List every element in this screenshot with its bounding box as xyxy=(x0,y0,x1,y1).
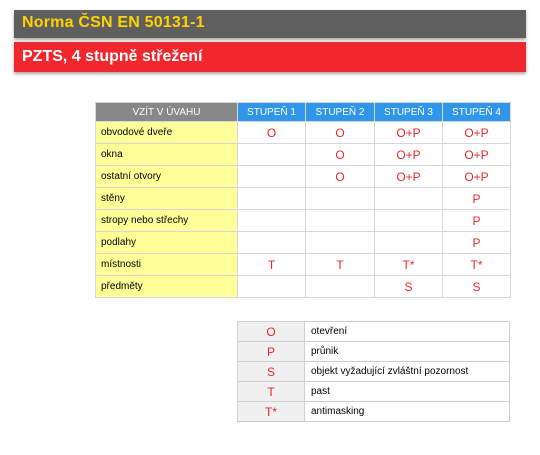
row-label: stěny xyxy=(96,188,238,210)
legend-row xyxy=(238,342,510,362)
legend-symbol: P xyxy=(238,342,305,362)
level-2-cell xyxy=(306,276,375,298)
level-1-cell xyxy=(238,166,306,188)
row-label: okna xyxy=(96,144,238,166)
table-row xyxy=(96,276,511,298)
legend-symbol: T* xyxy=(238,402,305,422)
level-header-3: STUPEŇ 3 xyxy=(375,103,443,122)
legend-row xyxy=(238,322,510,342)
level-header-1: STUPEŇ 1 xyxy=(238,103,306,122)
row-label: podlahy xyxy=(96,232,238,254)
level-1-cell xyxy=(238,210,306,232)
standard-title: Norma ČSN EN 50131-1 xyxy=(22,14,205,31)
level-3-cell xyxy=(375,210,443,232)
level-3-cell: T* xyxy=(375,254,443,276)
level-2-cell: O xyxy=(306,166,375,188)
row-label: místnosti xyxy=(96,254,238,276)
table-row xyxy=(96,188,511,210)
level-1-cell xyxy=(238,188,306,210)
level-header-2: STUPEŇ 2 xyxy=(306,103,375,122)
level-2-cell: O xyxy=(306,144,375,166)
level-2-cell: T xyxy=(306,254,375,276)
level-4-cell: P xyxy=(443,188,511,210)
level-2-cell xyxy=(306,232,375,254)
level-2-cell: O xyxy=(306,122,375,144)
row-label: ostatní otvory xyxy=(96,166,238,188)
level-3-cell xyxy=(375,232,443,254)
level-4-cell: T* xyxy=(443,254,511,276)
level-header-4: STUPEŇ 4 xyxy=(443,103,511,122)
level-1-cell: O xyxy=(238,122,306,144)
level-1-cell xyxy=(238,276,306,298)
level-2-cell xyxy=(306,210,375,232)
security-levels-table xyxy=(95,102,511,298)
subtitle-text: PZTS, 4 stupně střežení xyxy=(22,48,203,65)
table-row xyxy=(96,254,511,276)
level-3-cell: S xyxy=(375,276,443,298)
level-1-cell xyxy=(238,232,306,254)
table-row xyxy=(96,232,511,254)
level-4-cell: P xyxy=(443,210,511,232)
table-header-row xyxy=(96,103,511,122)
corner-header: VZÍT V ÚVAHU xyxy=(96,103,238,122)
subtitle-banner xyxy=(14,42,526,72)
legend-symbol: S xyxy=(238,362,305,382)
row-label: předměty xyxy=(96,276,238,298)
legend-table xyxy=(237,321,510,422)
level-2-cell xyxy=(306,188,375,210)
row-label: stropy nebo střechy xyxy=(96,210,238,232)
level-3-cell xyxy=(375,188,443,210)
level-4-cell: O+P xyxy=(443,122,511,144)
legend-row xyxy=(238,402,510,422)
level-3-cell: O+P xyxy=(375,122,443,144)
level-4-cell: S xyxy=(443,276,511,298)
level-1-cell xyxy=(238,144,306,166)
table-row xyxy=(96,144,511,166)
legend-description: antimasking xyxy=(305,402,510,422)
level-3-cell: O+P xyxy=(375,166,443,188)
row-label: obvodové dveře xyxy=(96,122,238,144)
level-4-cell: O+P xyxy=(443,144,511,166)
level-1-cell: T xyxy=(238,254,306,276)
level-4-cell: P xyxy=(443,232,511,254)
legend-description: past xyxy=(305,382,510,402)
legend-row xyxy=(238,382,510,402)
table-row xyxy=(96,166,511,188)
standard-header xyxy=(14,10,526,38)
legend-row xyxy=(238,362,510,382)
table-row xyxy=(96,122,511,144)
legend-symbol: O xyxy=(238,322,305,342)
legend-description: otevření xyxy=(305,322,510,342)
legend-symbol: T xyxy=(238,382,305,402)
level-4-cell: O+P xyxy=(443,166,511,188)
legend-description: objekt vyžadující zvláštní pozornost xyxy=(305,362,510,382)
legend-description: průnik xyxy=(305,342,510,362)
table-row xyxy=(96,210,511,232)
level-3-cell: O+P xyxy=(375,144,443,166)
